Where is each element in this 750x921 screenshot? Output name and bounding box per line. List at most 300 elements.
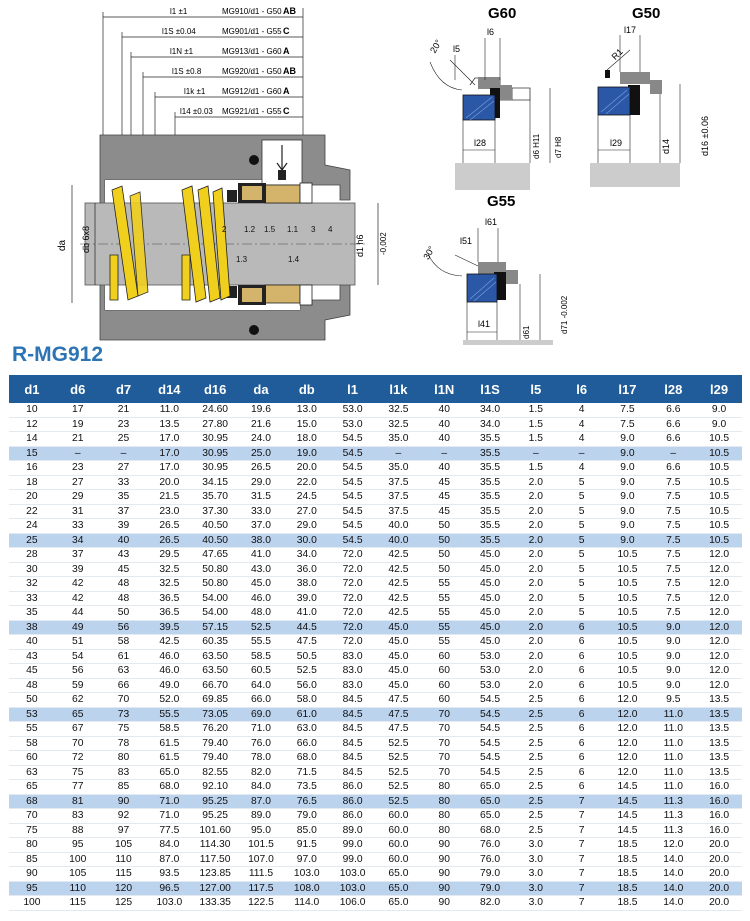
table-cell: 7.5 <box>650 562 696 577</box>
table-cell: 11.0 <box>650 722 696 737</box>
table-cell: 29.0 <box>238 475 284 490</box>
table-cell: 35.5 <box>467 490 513 505</box>
svg-text:l14 ±0.03: l14 ±0.03 <box>180 107 213 116</box>
table-cell: 73.05 <box>192 707 238 722</box>
table-cell: 34.0 <box>284 548 330 563</box>
table-cell: 66.70 <box>192 678 238 693</box>
table-cell: 45.0 <box>376 678 422 693</box>
table-cell: 12.0 <box>696 577 742 592</box>
table-cell: 89.0 <box>238 809 284 824</box>
table-cell: 82.0 <box>467 896 513 911</box>
table-row <box>9 780 742 795</box>
table-cell: 125 <box>101 896 147 911</box>
table-cell: 78 <box>101 736 147 751</box>
table-cell: 52.5 <box>238 620 284 635</box>
table-cell: 48 <box>101 577 147 592</box>
table-cell: 6.6 <box>650 432 696 447</box>
table-cell: 27.0 <box>284 504 330 519</box>
table-cell: 30.95 <box>192 446 238 461</box>
table-cell: 53.0 <box>330 403 376 417</box>
table-cell: 86.0 <box>330 809 376 824</box>
table-cell: 103.0 <box>330 867 376 882</box>
table-cell: 5 <box>559 490 605 505</box>
table-cell: 5 <box>559 504 605 519</box>
table-cell: 65.0 <box>467 780 513 795</box>
table-cell: 7.5 <box>650 606 696 621</box>
table-cell: 9.0 <box>650 664 696 679</box>
table-cell: 53.0 <box>330 417 376 432</box>
table-cell: 35.70 <box>192 490 238 505</box>
table-row <box>9 838 742 853</box>
table-cell: 12.0 <box>696 664 742 679</box>
table-cell: 56 <box>55 664 101 679</box>
table-cell: 22.0 <box>284 475 330 490</box>
table-cell: 54.5 <box>330 432 376 447</box>
table-cell: 77.5 <box>146 823 192 838</box>
table-cell: 48 <box>9 678 55 693</box>
table-cell: 2.5 <box>513 751 559 766</box>
table-cell: 10.5 <box>696 490 742 505</box>
table-cell: 5 <box>559 475 605 490</box>
table-cell: 71.0 <box>238 722 284 737</box>
table-cell: 70 <box>55 736 101 751</box>
table-cell: 12.0 <box>696 620 742 635</box>
table-cell: 32 <box>9 577 55 592</box>
table-cell: 52.5 <box>376 794 422 809</box>
table-cell: 54.00 <box>192 606 238 621</box>
table-cell: 6 <box>559 751 605 766</box>
table-cell: 2.5 <box>513 693 559 708</box>
da-label: da <box>57 239 68 251</box>
table-cell: 15 <box>9 446 55 461</box>
table-cell: 66 <box>101 678 147 693</box>
table-cell: 60 <box>421 693 467 708</box>
table-cell: 7 <box>559 838 605 853</box>
table-cell: 42.5 <box>376 548 422 563</box>
table-cell: 6 <box>559 765 605 780</box>
svg-text:A: A <box>283 86 290 96</box>
table-cell: 41.0 <box>284 606 330 621</box>
table-cell: 2.0 <box>513 475 559 490</box>
table-cell: 53.0 <box>467 649 513 664</box>
table-cell: 58.5 <box>238 649 284 664</box>
table-cell: 4 <box>559 417 605 432</box>
table-cell: 44.5 <box>284 620 330 635</box>
table-cell: 68.0 <box>467 823 513 838</box>
table-cell: 12.0 <box>696 678 742 693</box>
table-cell: 79.40 <box>192 751 238 766</box>
table-row <box>9 490 742 505</box>
table-cell: 35.5 <box>467 475 513 490</box>
table-cell: 60 <box>421 678 467 693</box>
svg-text:1.2: 1.2 <box>244 225 256 234</box>
table-cell: 30.95 <box>192 432 238 447</box>
table-cell: 12.0 <box>696 635 742 650</box>
table-cell: 111.5 <box>238 867 284 882</box>
table-cell: 37.5 <box>376 504 422 519</box>
table-cell: 6 <box>559 736 605 751</box>
column-header-d1: d1 <box>9 375 55 403</box>
table-cell: 2.5 <box>513 780 559 795</box>
table-cell: 9.0 <box>605 490 651 505</box>
table-row <box>9 577 742 592</box>
table-cell: 45.0 <box>467 577 513 592</box>
table-cell: 76.0 <box>467 838 513 853</box>
table-cell: 45 <box>421 475 467 490</box>
table-cell: 68.0 <box>146 780 192 795</box>
table-cell: 69.0 <box>238 707 284 722</box>
table-cell: 13.5 <box>696 722 742 737</box>
table-cell: 54.5 <box>330 533 376 548</box>
table-cell: 37.5 <box>376 475 422 490</box>
table-cell: 54.5 <box>467 751 513 766</box>
table-cell: 80 <box>101 751 147 766</box>
table-cell: 1.5 <box>513 461 559 476</box>
table-cell: 76.20 <box>192 722 238 737</box>
table-cell: 65.0 <box>467 809 513 824</box>
table-row <box>9 635 742 650</box>
svg-text:MG901/d1 - G55: MG901/d1 - G55 <box>222 27 282 36</box>
table-cell: 1.5 <box>513 417 559 432</box>
table-cell: 50 <box>421 562 467 577</box>
svg-text:3: 3 <box>311 225 316 234</box>
table-cell: 3.0 <box>513 867 559 882</box>
table-cell: 2.0 <box>513 635 559 650</box>
table-cell: 14.0 <box>650 896 696 911</box>
table-cell: 52.5 <box>284 664 330 679</box>
table-cell: 51 <box>55 635 101 650</box>
table-row <box>9 852 742 867</box>
table-cell: 6 <box>559 780 605 795</box>
table-cell: 43.0 <box>238 562 284 577</box>
table-cell: 7.5 <box>605 403 651 417</box>
table-cell: 9.0 <box>605 446 651 461</box>
table-cell: 84.5 <box>330 765 376 780</box>
svg-text:l1S ±0.8: l1S ±0.8 <box>172 67 202 76</box>
table-cell: 65.0 <box>146 765 192 780</box>
table-row <box>9 809 742 824</box>
table-cell: 14.5 <box>605 780 651 795</box>
svg-text:C: C <box>283 106 290 116</box>
table-cell: 38.0 <box>284 577 330 592</box>
table-row <box>9 765 742 780</box>
table-cell: 65 <box>55 707 101 722</box>
table-cell: 108.0 <box>284 881 330 896</box>
table-cell: 85 <box>101 780 147 795</box>
table-cell: 45.0 <box>467 620 513 635</box>
table-cell: 12.0 <box>605 736 651 751</box>
table-cell: 38 <box>9 620 55 635</box>
table-cell: 79.0 <box>467 881 513 896</box>
g55-l51: l51 <box>460 236 473 246</box>
table-cell: 4 <box>559 403 605 417</box>
table-cell: 45 <box>421 490 467 505</box>
column-header-l5: l5 <box>513 375 559 403</box>
table-cell: 19.6 <box>238 403 284 417</box>
table-cell: 10.5 <box>605 577 651 592</box>
table-cell: 9.0 <box>605 432 651 447</box>
svg-text:l1k ±1: l1k ±1 <box>184 87 206 96</box>
table-cell: 95 <box>55 838 101 853</box>
header-row <box>9 375 742 403</box>
table-cell: 32.5 <box>146 562 192 577</box>
table-cell: 80 <box>421 780 467 795</box>
table-cell: 84.0 <box>146 838 192 853</box>
table-cell: 45.0 <box>467 606 513 621</box>
table-cell: 62 <box>55 693 101 708</box>
table-cell: 60.0 <box>376 838 422 853</box>
table-cell: 55 <box>9 722 55 737</box>
table-cell: 14.5 <box>605 809 651 824</box>
table-cell: 12.0 <box>605 707 651 722</box>
table-cell: 114.30 <box>192 838 238 853</box>
table-cell: 105 <box>101 838 147 853</box>
table-cell: 48.0 <box>238 606 284 621</box>
table-row <box>9 823 742 838</box>
g50-r: R1 <box>609 46 625 62</box>
table-cell: 29.5 <box>146 548 192 563</box>
table-cell: 12.0 <box>605 751 651 766</box>
table-cell: 54.5 <box>467 707 513 722</box>
table-cell: 11.0 <box>146 403 192 417</box>
table-cell: 6 <box>559 649 605 664</box>
table-cell: 21 <box>55 432 101 447</box>
table-cell: 1.5 <box>513 403 559 417</box>
table-cell: 13.5 <box>696 736 742 751</box>
table-cell: 14.5 <box>605 823 651 838</box>
table-cell: 35.5 <box>467 519 513 534</box>
table-cell: 12.0 <box>696 606 742 621</box>
table-cell: 7 <box>559 794 605 809</box>
table-cell: 54.5 <box>330 475 376 490</box>
table-row <box>9 562 742 577</box>
g60-l5: l5 <box>453 44 461 54</box>
table-cell: 9.0 <box>650 635 696 650</box>
table-cell: 18.5 <box>605 867 651 882</box>
table-cell: 26.5 <box>146 519 192 534</box>
table-cell: 9.0 <box>605 533 651 548</box>
table-cell: 54.5 <box>467 693 513 708</box>
table-cell: 42.5 <box>376 606 422 621</box>
table-cell: 17 <box>55 403 101 417</box>
svg-text:G55: G55 <box>487 193 516 210</box>
table-cell: 42.5 <box>376 577 422 592</box>
table-cell: 55 <box>421 591 467 606</box>
column-header-d14: d14 <box>146 375 192 403</box>
table-cell: 2.0 <box>513 533 559 548</box>
table-cell: 90 <box>421 867 467 882</box>
table-row <box>9 606 742 621</box>
g55-angle: 30° <box>421 244 437 262</box>
table-cell: 52.5 <box>376 780 422 795</box>
table-cell: 35.5 <box>467 432 513 447</box>
seal-technical-drawing <box>0 0 750 345</box>
table-cell: 2.0 <box>513 678 559 693</box>
table-cell: 24.60 <box>192 403 238 417</box>
table-cell: 83 <box>55 809 101 824</box>
table-cell: 39.5 <box>146 620 192 635</box>
svg-text:MG910/d1 - G50: MG910/d1 - G50 <box>222 7 282 16</box>
table-row <box>9 446 742 461</box>
table-cell: 21.5 <box>146 490 192 505</box>
table-cell: 12.0 <box>696 562 742 577</box>
table-cell: 45.0 <box>376 635 422 650</box>
table-cell: 20.0 <box>696 852 742 867</box>
table-cell: 27 <box>101 461 147 476</box>
table-cell: 42.5 <box>146 635 192 650</box>
table-cell: 5 <box>559 562 605 577</box>
table-cell: 11.0 <box>650 707 696 722</box>
table-cell: 90 <box>101 794 147 809</box>
table-cell: 65.0 <box>376 896 422 911</box>
table-cell: 14.0 <box>650 867 696 882</box>
g55-d71: d71 -0.002 <box>560 295 569 334</box>
dim-row-2 <box>170 46 290 56</box>
table-cell: 95.0 <box>238 823 284 838</box>
table-row <box>9 649 742 664</box>
table-cell: 10.5 <box>605 548 651 563</box>
table-cell: 61.5 <box>146 736 192 751</box>
table-cell: 115 <box>101 867 147 882</box>
table-cell: 54.5 <box>330 519 376 534</box>
table-cell: 41.0 <box>238 548 284 563</box>
table-cell: 36.5 <box>146 606 192 621</box>
table-row <box>9 751 742 766</box>
table-cell: 55.5 <box>146 707 192 722</box>
table-cell: 63 <box>9 765 55 780</box>
table-cell: 3.0 <box>513 881 559 896</box>
table-cell: 15.0 <box>284 417 330 432</box>
table-cell: 72 <box>55 751 101 766</box>
table-cell: 9.5 <box>650 693 696 708</box>
column-header-l29: l29 <box>696 375 742 403</box>
table-cell: 42.5 <box>376 591 422 606</box>
table-cell: 54.5 <box>467 736 513 751</box>
column-header-l1s: l1S <box>467 375 513 403</box>
table-cell: 10.5 <box>696 533 742 548</box>
table-cell: 14.5 <box>605 794 651 809</box>
table-row <box>9 664 742 679</box>
table-cell: 50.80 <box>192 562 238 577</box>
table-cell: 18.0 <box>284 432 330 447</box>
table-cell: 7.5 <box>650 490 696 505</box>
table-cell: 1.5 <box>513 432 559 447</box>
table-cell: 37.5 <box>376 490 422 505</box>
table-cell: 117.5 <box>238 881 284 896</box>
table-cell: 75 <box>9 823 55 838</box>
table-cell: 10.5 <box>605 591 651 606</box>
table-cell: 16 <box>9 461 55 476</box>
table-cell: 27.80 <box>192 417 238 432</box>
table-cell: 53.0 <box>467 678 513 693</box>
table-cell: 7.5 <box>650 591 696 606</box>
table-cell: 20.0 <box>146 475 192 490</box>
table-cell: 12.0 <box>605 722 651 737</box>
column-header-db: db <box>284 375 330 403</box>
table-cell: 47.5 <box>376 722 422 737</box>
table-cell: 7.5 <box>605 417 651 432</box>
table-cell: 14.0 <box>650 881 696 896</box>
d1-label: d1 h6 <box>355 234 365 257</box>
table-cell: 9.0 <box>650 649 696 664</box>
table-cell: 45.0 <box>467 548 513 563</box>
table-cell: 10.5 <box>696 432 742 447</box>
table-cell: 2.0 <box>513 606 559 621</box>
table-cell: 18.5 <box>605 838 651 853</box>
table-cell: 20.0 <box>696 838 742 853</box>
table-cell: 20.0 <box>696 896 742 911</box>
table-cell: 33 <box>55 519 101 534</box>
table-cell: 49.0 <box>146 678 192 693</box>
table-cell: 73 <box>101 707 147 722</box>
table-cell: 32.5 <box>376 403 422 417</box>
table-cell: 105 <box>55 867 101 882</box>
table-cell: 2.0 <box>513 519 559 534</box>
table-row <box>9 881 742 896</box>
table-cell: 23 <box>55 461 101 476</box>
table-cell: 110 <box>101 852 147 867</box>
table-cell: 70 <box>421 765 467 780</box>
table-cell: 11.0 <box>650 780 696 795</box>
table-cell: 10.5 <box>605 664 651 679</box>
table-cell: 133.35 <box>192 896 238 911</box>
table-cell: 115 <box>55 896 101 911</box>
g60-d7: d7 H8 <box>554 136 563 158</box>
table-cell: 2.0 <box>513 620 559 635</box>
table-cell: 50 <box>9 693 55 708</box>
table-cell: 54.5 <box>330 446 376 461</box>
table-cell: 6.6 <box>650 461 696 476</box>
table-cell: 47.5 <box>284 635 330 650</box>
table-cell: 39 <box>55 562 101 577</box>
table-cell: 44 <box>55 606 101 621</box>
table-cell: 72.0 <box>330 635 376 650</box>
table-cell: 7.5 <box>650 577 696 592</box>
table-cell: 2.0 <box>513 591 559 606</box>
table-row <box>9 533 742 548</box>
table-row <box>9 722 742 737</box>
svg-text:C: C <box>283 26 290 36</box>
table-cell: 3.0 <box>513 852 559 867</box>
g55-l41: l41 <box>478 319 491 329</box>
table-title: R-MG912 <box>12 343 104 366</box>
table-cell: 14.0 <box>650 852 696 867</box>
table-cell: 33 <box>101 475 147 490</box>
dim-row-5 <box>180 106 290 116</box>
table-cell: 9.0 <box>605 504 651 519</box>
table-cell: 25 <box>9 533 55 548</box>
table-cell: 58 <box>101 635 147 650</box>
svg-text:1.1: 1.1 <box>287 225 299 234</box>
table-header <box>9 375 742 403</box>
table-cell: 5 <box>559 606 605 621</box>
table-cell: 40 <box>421 417 467 432</box>
column-header-d16: d16 <box>192 375 238 403</box>
column-header-d7: d7 <box>101 375 147 403</box>
table-cell: 96.5 <box>146 881 192 896</box>
table-cell: 50.5 <box>284 649 330 664</box>
table-cell: 103.0 <box>330 881 376 896</box>
table-cell: 61 <box>101 649 147 664</box>
table-cell: 56.0 <box>284 678 330 693</box>
dim-row-0 <box>170 6 296 16</box>
table-cell: 12.0 <box>605 693 651 708</box>
table-cell: 54 <box>55 649 101 664</box>
table-cell: 87.0 <box>146 852 192 867</box>
g60-angle: 20° <box>428 37 444 55</box>
table-cell: 31.5 <box>238 490 284 505</box>
table-cell: 6.6 <box>650 403 696 417</box>
